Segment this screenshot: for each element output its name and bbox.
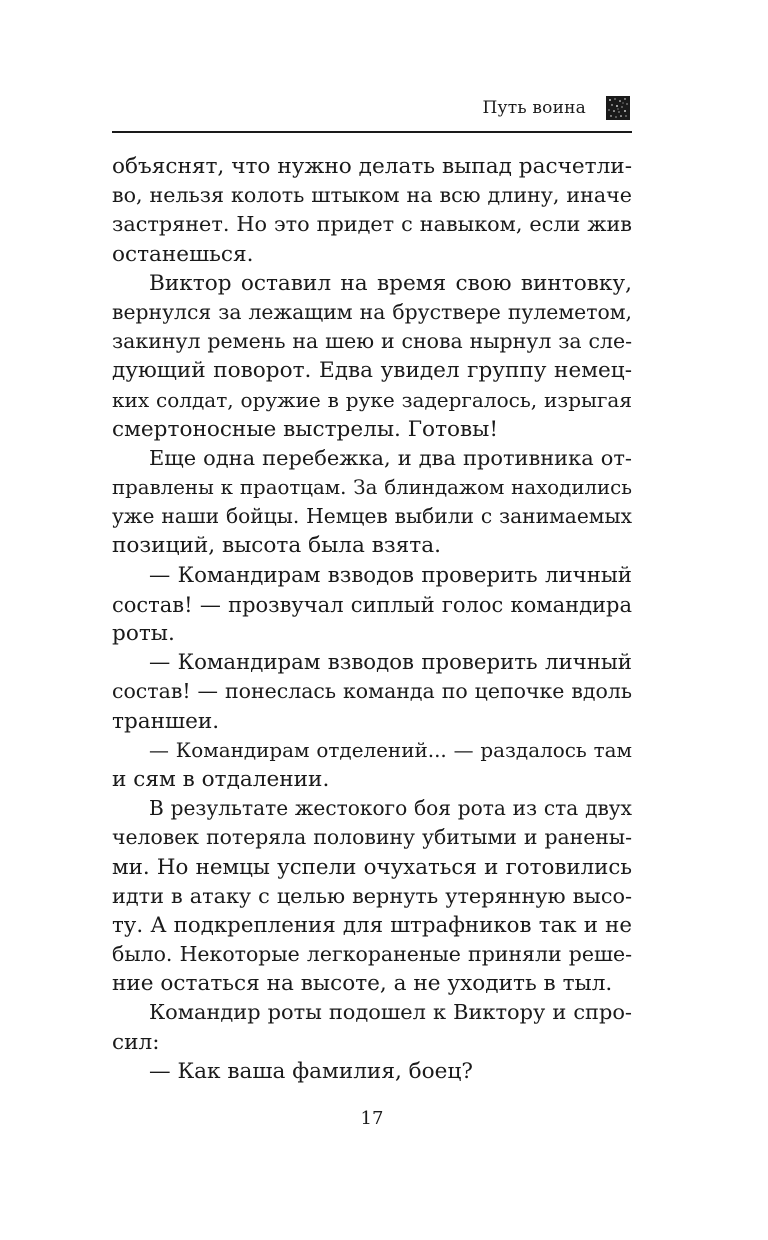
- text-line: было. Некоторые легкораненые приняли реше-: [112, 942, 632, 967]
- text-line: ких солдат, оружие в руке задергалось, изрыгая: [112, 387, 632, 412]
- text-line: и сям в отдалении.: [112, 766, 330, 792]
- running-title: Путь воина: [482, 98, 586, 118]
- text-line: — Командирам взводов проверить личный: [149, 562, 632, 588]
- text-line: ми. Но немцы успели очухаться и готовились: [112, 854, 632, 880]
- text-line: останешься.: [112, 241, 254, 267]
- text-line: ние остаться на высоте, а не уходить в тыл.: [112, 971, 613, 997]
- text-line: сил:: [112, 1029, 160, 1055]
- text-line: во, нельзя колоть штыком на всю длину, иначе: [112, 183, 632, 208]
- text-line: идти в атаку с целью вернуть утерянную высо-: [112, 883, 632, 908]
- text-line: В результате жестокого боя рота из ста двух: [149, 796, 632, 821]
- text-line: смертоносные выстрелы. Готовы!: [112, 416, 499, 442]
- text-line: траншеи.: [112, 708, 220, 734]
- text-line: закинул ремень на шею и снова нырнул за сле-: [112, 329, 632, 354]
- page-number: 17: [360, 1108, 384, 1129]
- text-line: Командир роты подошел к Виктору и спро-: [149, 1000, 632, 1025]
- text-line: позиций, высота была взята.: [112, 533, 441, 559]
- text-line: состав! — прозвучал сиплый голос командира: [112, 591, 632, 617]
- text-line: состав! — понеслась команда по цепочке вдоль: [112, 679, 632, 704]
- text-line: уже наши бойцы. Немцев выбили с занимаемых: [112, 504, 632, 529]
- text-line: роты.: [112, 621, 175, 646]
- text-line: — Командирам взводов проверить личный: [149, 650, 632, 676]
- header-rule: [112, 131, 632, 133]
- text-line: вернулся за лежащим на бруствере пулеметом,: [112, 299, 632, 324]
- running-head: [112, 96, 632, 126]
- body-text: [112, 152, 632, 1086]
- text-line: Виктор оставил на время свою винтовку,: [149, 270, 632, 296]
- square-ornament-icon: [606, 96, 630, 120]
- text-line: Еще одна перебежка, и два противника от-: [149, 445, 632, 470]
- text-line: — Как ваша фамилия, боец?: [149, 1058, 473, 1084]
- text-line: правлены к праотцам. За блиндажом находились: [112, 476, 632, 500]
- text-line: человек потеряла половину убитыми и ранены-: [112, 825, 632, 850]
- text-line: — Командирам отделений... — раздалось там: [149, 738, 632, 762]
- text-line: застрянет. Но это придет с навыком, если жив: [112, 212, 632, 237]
- text-line: объяснят, что нужно делать выпад расчетли-: [112, 154, 632, 179]
- text-line: дующий поворот. Едва увидел группу немец-: [112, 358, 632, 384]
- text-line: ту. А подкрепления для штрафников так и не: [112, 912, 632, 938]
